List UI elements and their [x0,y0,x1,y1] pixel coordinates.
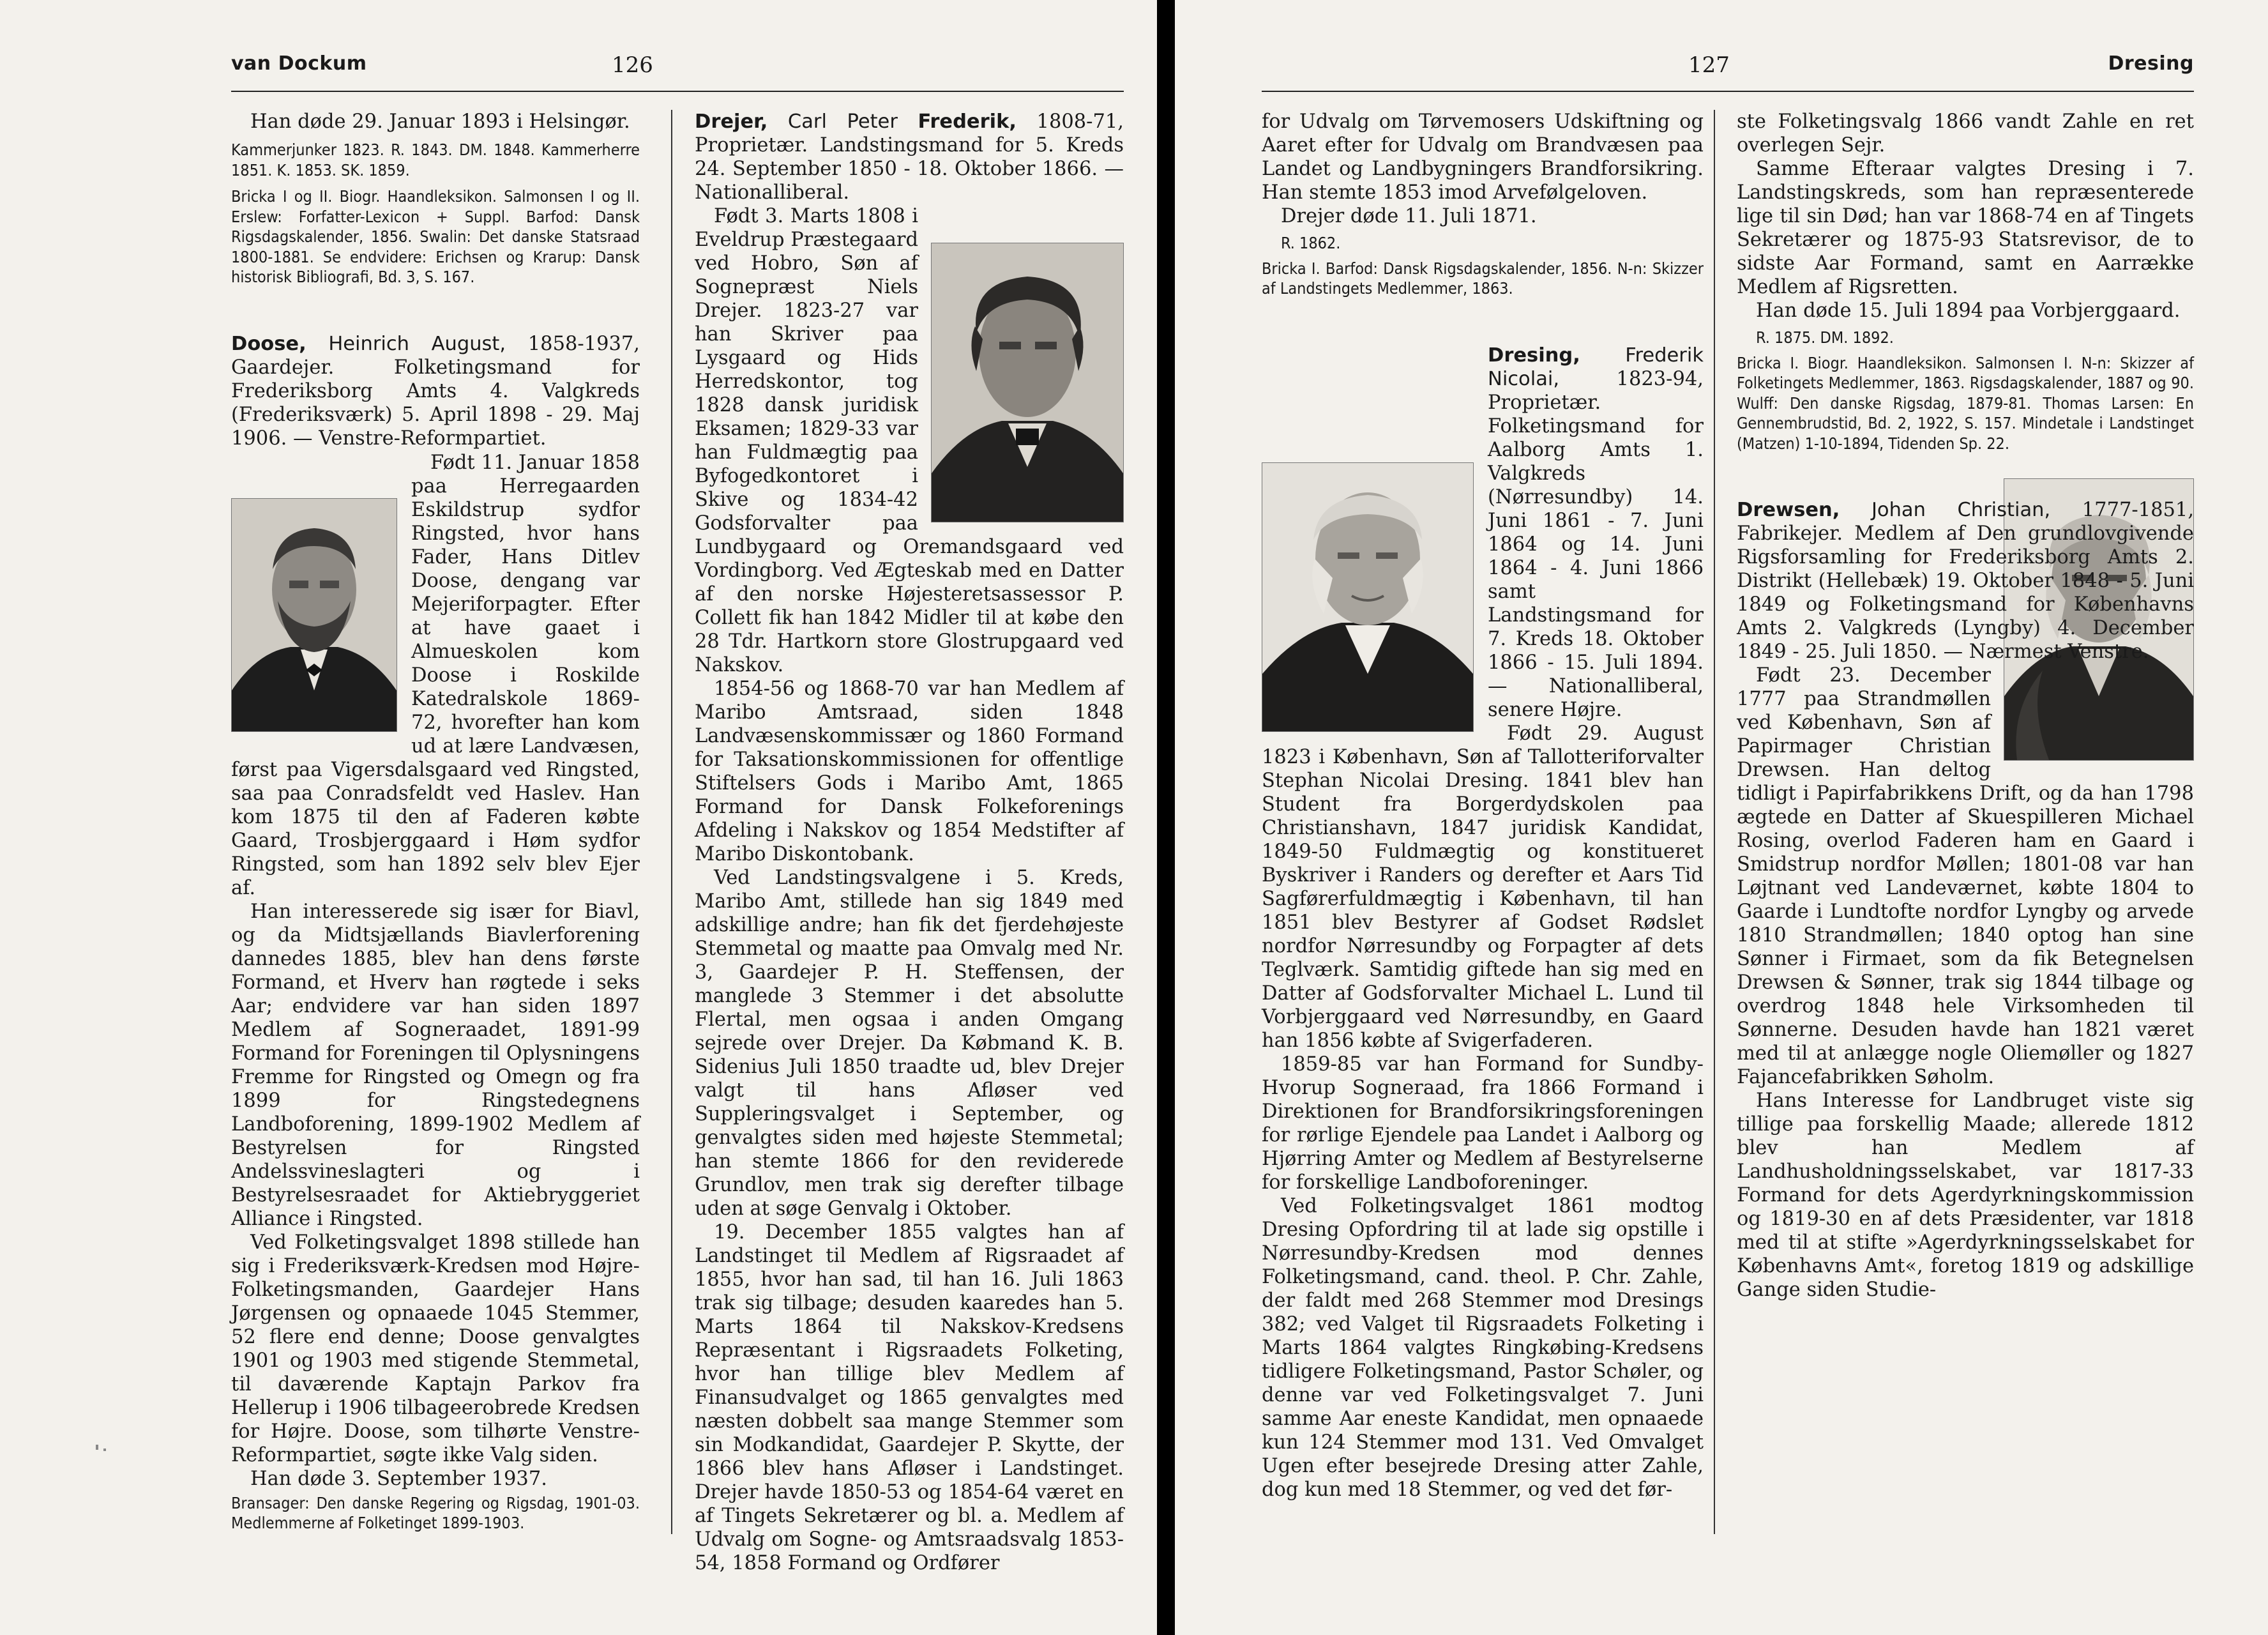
right-page-header [1175,52,2268,97]
death-line: Han døde 3. September 1937. [250,1467,547,1490]
page-number: 126 [612,52,653,78]
running-head: Dresing [2108,52,2194,75]
right-page [1175,0,2268,1635]
biography-paragraph: Samme Efteraar valgtes Dresing i 7. Landstingskreds, som han repræsenterede lige til sin Død; han var 1868-74 en af Tingets Sekretærer og 1875-93 Statsrevisor, de to sidste Aar Formand, samt en Aarrække Medlem af Rigsretten. [1737,158,2194,298]
biography-paragraph: Født 23. December 1777 paa Strandmøllen ved København, Søn af Papirmager Christian Drewsen. Han deltog tidligt i Papirfabrikkens Drift, og da han 1798 ægtede en Datter af Skuespilleren Michael Rosing, overlod Faderen ham en Gaard i Smidstrup nordfor Møllen; 1801-08 var han Løjtnant ved Landeværnet, købte 1804 to Gaarde i Lundtofte nordfor Lyngby og arvede 1810 Strandmøllen; 1840 optog han sine Sønner i Firmaet, som da fik Betegnelsen Drewsen & Sønner, trak sig 1844 tilbage og overdrog 1848 hele Virksomheden til Sønnerne. Desuden havde han 1821 været med til at anlægge nogle Oliemøller og 1827 Fajancefabrikken Søholm. [1737,664,2194,1088]
entry-surname: Drewsen, [1737,499,1840,521]
portrait-doose [231,498,397,732]
entry-given: Carl Peter [767,110,918,133]
entry-heading-drewsen [1737,498,2194,664]
biography-paragraph: ste Folketingsvalg 1866 vandt Zahle en ret overlegen Sejr. [1737,110,2194,156]
entry-summary: 1858-1937, Gaardejer. Folketingsmand for Frederiksborg Amts 4. Valgkreds (Frederiksværk) 5. April 1898 - 29. Maj 1906. — Venstre-Reformpartiet. [231,332,640,450]
biography-paragraph: 1854-56 og 1868-70 var han Medlem af Maribo Amtsraad, siden 1848 Landvæsenskommissær og 1860 Formand for Taksationskommissionen for offentlige Stiftelsers Gods i Maribo Amt, 1865 Formand for Dansk Folkeforenings Afdeling i Nakskov og 1854 Medstifter af Maribo Diskontobank. [695,678,1124,865]
scan-speck [96,1445,98,1450]
portrait-photo [1262,462,1474,732]
column-divider [671,110,672,1534]
death-line: Drejer døde 11. Juli 1871. [1281,205,1537,227]
biography-paragraph: Ved Folketingsvalget 1898 stillede han sig i Frederiksværk-Kredsen mod Højre-Folketingsmanden, Gaardejer Hans Jørgensen og opnaaede 1045 Stemmer, 52 flere end denne; Doose genvalgtes 1901 og 1903 med stigende Stemmetal, til daværende Kaptajn Parkov fra Hellerup i 1906 tilbageerobrede Kredsen for Højre. Doose, som tilhørte Venstre-Reformpartiet, søgte ikke Valg siden. [231,1231,640,1466]
biography-paragraph: 19. December 1855 valgtes han af Landstinget til Medlem af Rigsraadet af 1855, hvor han sad, til han 16. Juli 1863 trak sig tilbage; desuden kaaredes han 5. Marts 1864 til Nakskov-Kredsens Repræsentant i Rigsraadets Folketing, hvor han tillige blev Medlem af Finansudvalget og 1865 genvalgtes med næsten dobbelt saa mange Stemmer som sin Modkandidat, Gaardejer P. Skytte, der 1866 blev hans Afløser i Landstinget. Drejer havde 1850-53 og 1854-64 været en af Tingets Sekretærer og bl. a. Medlem af Udvalg om Sogne- og Amtsraadsvalg 1853-54, 1858 Formand og Ordfører [695,1221,1124,1574]
biography-paragraph: Hans Interesse for Landbruget viste sig tillige paa forskellig Maade; allerede 1812 blev han Medlem af Landhusholdningsselskabet, var 1817-33 Formand for dets Agerdyrkningskommission og 1819-30 en af dets Præsidenter, var 1818 med til at stifte »Agerdyrkningsselskabet for Københavns Amt«, foretog 1819 og adskillige Gange siden Studie- [1737,1090,2194,1301]
biography-paragraph: Født 11. Januar 1858 paa Herregaarden Eskildstrup sydfor Ringsted, hvor hans Fader, Hans Ditlev Doose, dengang var Mejeriforpagter. Efter at have gaaet i Almueskolen kom Doose i Roskilde Katedralskole 1869-72, hvorefter han kom ud at lære Landvæsen, først paa Vigersdalsgaard ved Ringsted, saa paa Conradsfeldt ved Haslev. Han kom 1875 til den af Faderen købte Gaard, Trosbjerggaard i Høm sydfor Ringsted, som han 1892 selv blev Ejer af. [231,451,640,899]
right-column-2 [1737,110,2194,1302]
sources: Bransager: Den danske Regering og Rigsdag, 1901-03. Medlemmerne af Folketinget 1899-1903. [231,1493,640,1532]
header-rule [231,91,1124,92]
entry-given-bold: Frederik, [918,110,1017,133]
entry-surname: Dresing, [1488,344,1580,367]
biography-paragraph: Født 3. Marts 1808 i Eveldrup Præstegaard ved Hobro, Søn af Sognepræst Niels Drejer. 1823-27 var han Skriver paa Lysgaard og Hids Herredskontor, tog 1828 dansk juridisk Eksamen; 1829-33 var han Fuldmægtig paa Byfogedkontoret i Skive og 1834-42 Godsforvalter paa Lundbygaard og Oremandsgaard ved Vordingborg. Ved Ægteskab med en Datter af den norske Højesteretsassessor P. Collett fik han 1842 Midler til at købe den 28 Tdr. Hartkorn store Glostrupgaard ved Nakskov. [695,205,1124,676]
honours: R. 1862. [1281,234,1341,252]
sources: Bricka I og II. Biogr. Haandleksikon. Salmonsen I og II. Erslew: Forfatter-Lexicon + Suppl. Barfod: Dansk Rigsdagskalender, 1856. Swalin: Det danske Statsraad 1800-1881. Se endvidere: Erichsen og Krarup: Dansk historisk Bibliografi, Bd. 3, S. 167. [231,187,640,286]
entry-summary: 1777-1851, Fabrikejer. Medlem af Den grundlovgivende Rigsforsamling for Frederiksborg Amts 2. Distrikt (Hellebæk) 19. Oktober 1848 - 5. Juni 1849 og Folketingsmand for Københavns Amts 2. Valgkreds (Lyngby) 4. December 1849 - 25. Juli 1850. — Nærmest Venstre. [1737,499,2195,663]
biography-paragraph: Ved Landstingsvalgene i 5. Kreds, Maribo Amt, stillede han sig 1849 med adskillige andre; han fik det fjerdehøjeste Stemmetal og maatte paa Omvalg med Nr. 3, Gaardejer P. H. Steffensen, der manglede 3 Stemmer i det absolutte Flertal, men ogsaa i anden Omgang sejrede over Drejer. Da Købmand K. B. Sidenius Juli 1850 traadte ud, blev Drejer valgt til hans Afløser ved Suppleringsvalget i September, og genvalgtes siden med højeste Stemmetal; han stemte 1866 for den reviderede Grundlov, men trak sig derefter tilbage uden at søge Genvalg i Oktober. [695,867,1124,1220]
entry-summary: 1823-94, Proprietær. Folketingsmand for Aalborg Amts 1. Valgkreds (Nørresundby) 14. Juni 1861 - 7. Juni 1864 og 14. Juni 1864 - 4. Juni 1866 samt Landstingsmand for 7. Kreds 18. Oktober 1866 - 15. Juli 1894. — Nationalliberal, senere Højre. [1488,367,1704,721]
page-number: 127 [1688,52,1730,78]
sources: Bricka I. Barfod: Dansk Rigsdagskalender, 1856. N-n: Skizzer af Landstingets Medlemmer, 1863. [1262,259,1704,298]
biography-paragraph: 1859-85 var han Formand for Sundby-Hvorup Sogneraad, fra 1866 Formand i Direktionen for Brandforsikringsforeningen for rørlige Ejendele paa Landet i Aalborg og Hjørring Amter og Medlem af Bestyrelserne for forskellige Landboforeninger. [1262,1053,1704,1194]
death-line: Han døde 15. Juli 1894 paa Vorbjerggaard. [1756,300,2181,322]
paragraph: Han døde 29. Januar 1893 i Helsingør. [250,110,630,133]
biography-paragraph: Han interesserede sig især for Biavl, og da Midtsjællands Biavlerforening dannedes 1885, blev han dens første Formand, et Hverv han røgtede i seks Aar; endvidere var han siden 1897 Medlem af Sogneraadet, 1891-99 Formand for Foreningen til Oplysningens Fremme for Ringsted og Omegn og fra 1899 for Ringstedegnens Landboforening, 1899-1902 Medlem af Bestyrelsen for Ringsted Andelssvineslagteri og i Bestyrelsesraadet for Aktiebryggeriet Alliance i Ringsted. [231,900,640,1230]
left-page-header [0,52,1157,97]
entry-heading-drejer [695,110,1124,204]
portrait-drejer [931,243,1124,522]
entry-summary: 1808-71, Proprietær. Landstingsmand for 5. Kreds 24. September 1850 - 18. Oktober 1866. — Nationalliberal. [695,110,1124,204]
header-rule [1262,91,2194,92]
entry-given: Johan Christian, [1840,499,2051,521]
honours: Kammerjunker 1823. R. 1843. DM. 1848. Kammerherre 1851. K. 1853. SK. 1859. [231,141,640,179]
entry-heading-doose [231,332,640,450]
scan-speck [103,1449,106,1451]
left-column-1 [231,110,640,1533]
sources: Bricka I. Biogr. Haandleksikon. Salmonsen I. N-n: Skizzer af Folketingets Medlemmer, 1863. Rigsdagskalender, 1887 og 90. Wulff: Den danske Rigsdag, 1879-81. Thomas Larsen: En Gennembrudstid, Bd. 2, 1922, S. 157. Mindetale i Landstinget (Matzen) 1-10-1894, Tidenden Sp. 22. [1737,353,2194,453]
left-column-2 [695,110,1124,1575]
entry-given: Frederik Nicolai, [1488,344,1704,390]
column-divider [1714,110,1715,1534]
biography-paragraph: Ved Folketingsvalget 1861 modtog Dresing Opfordring til at lade sig opstille i Nørresundby-Kredsen mod dennes Folketingsmand, cand. theol. P. Chr. Zahle, der faldt med 268 Stemmer mod Dresings 382; ved Valget til Rigsraadets Folketing i Marts 1864 valgtes Ringkøbing-Kredsens tidligere Folketingsmand, Pastor Schøler, og denne var ved Folketingsvalget 7. Juni samme Aar eneste Kandidat, men opnaaede kun 124 Stemmer mod 131. Ved Omvalget Ugen efter besejrede Dresing atter Zahle, dog kun med 18 Stemmer, og ved det før- [1262,1194,1704,1501]
running-head: van Dockum [231,52,367,75]
entry-surname: Doose, [231,332,306,355]
entry-surname: Drejer, [695,110,768,133]
portrait-dresing [1262,462,1474,732]
biography-paragraph: Født 29. August 1823 i København, Søn af Tallotteriforvalter Stephan Nicolai Dresing. 1841 blev han Student fra Borgerdydskolen paa Christianshavn, 1847 juridisk Kandidat, 1849-50 Fuldmægtig og konstitueret Byskriver i Randers og derefter et Aars Tid Sagførerfuldmægtig i København, til han 1851 blev Bestyrer af Godset Rødslet nordfor Nørresundby og Forpagter af dets Teglværk. Samtidig giftede han sig med en Datter af Godsforvalter Michael L. Lund til Vorbjerggaard ved Nørresundby, en Gaard han 1856 købte af Svigerfaderen. [1262,722,1704,1052]
portrait-photo [931,243,1124,522]
biography-paragraph: for Udvalg om Tørvemosers Udskiftning og Aaret efter for Udvalg om Brandvæsen paa Landet og Landbygningers Brandforsikring. Han stemte 1853 imod Arvefølgeloven. [1262,110,1704,204]
honours: R. 1875. DM. 1892. [1756,328,1894,347]
right-column-1 [1262,110,1704,1502]
entry-given: Heinrich August, [306,332,506,355]
portrait-photo [231,498,397,732]
